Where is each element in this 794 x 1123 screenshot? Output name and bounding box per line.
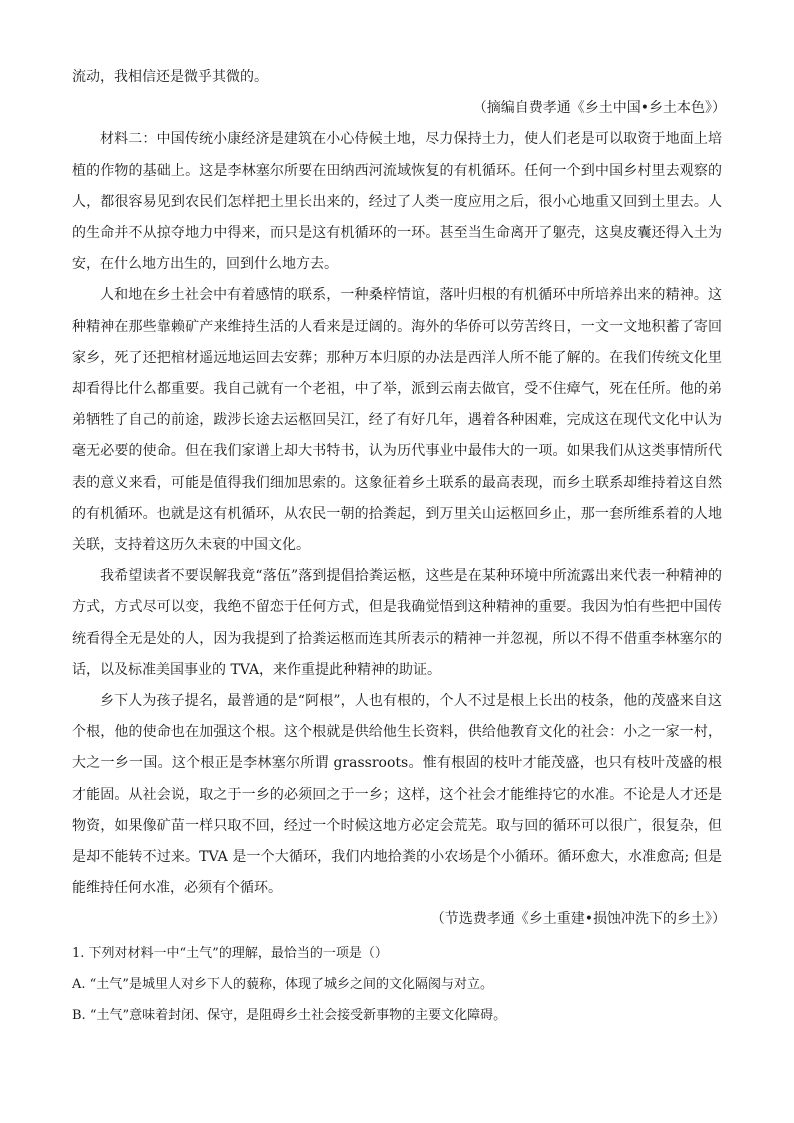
question-stem: 1. 下列对材料一中“土气”的理解，最恰当的一项是（） bbox=[72, 945, 388, 961]
paragraph-spirit: 我希望读者不要误解我竟“落伍”落到提倡拾粪运柩，这些是在某种环境中所流露出来代表一种精神的方式，方式尽可以变，我绝不留恋于任何方式，但是我确觉悟到这种精神的重要。我因为怕有些把中国传统看得全无是处的人，因为我提到了拾粪运柩而连其所表示的精神一并忽视，所以不得不借重李林塞尔的话，以及标准美国事业的 TVA，来作重提此种精神的助证。 bbox=[72, 568, 722, 678]
source-citation: （摘编自费孝通《乡土中国•乡土本色》） bbox=[472, 100, 726, 117]
source-citation: （节选费孝通《乡土重建•损蚀冲洗下的乡土》） bbox=[430, 911, 726, 928]
document-page bbox=[72, 62, 726, 1031]
paragraph-roots: 乡下人为孩子提名，最普通的是“阿根”，人也有根的，个人不过是根上长出的枝条，他的茂盛来自这个根，他的使命也在加强这个根。这个根就是供给他生长资料，供给他教育文化的社会：小之一家一村，大之一乡一国。这个根正是李林塞尔所谓 grassroots。惟有根固的枝叶才能茂盛，也只有枝叶茂盛的根才能固。从社会说，取之于一乡的必须回之于一乡；这样，这个社会才能维持它的水准。不论是人才还是物资，如果像矿苗一样只取不回，经过一个时候这地方必定会荒芜。取与回的循环可以很广，很复杂，但是却不能转不过来。TVA 是一个大循环，我们内地拾粪的小农场是个小循环。循环愈大，水准愈高; 但是能维持任何水准，必须有个循环。 bbox=[72, 693, 722, 897]
paragraph-material-2: 材料二：中国传统小康经济是建筑在小心侍候土地，尽力保持土力，使人们老是可以取资于地面上培植的作物的基础上。这是李林塞尔所要在田纳西河流域恢复的有机循环。任何一个到中国乡村里去观察的人，都很容易见到农民们怎样把土里长出来的，经过了人类一度应用之后，很小心地重又回到土里去。人的生命并不从掠夺地力中得来，而只是这有机循环的一环。甚至当生命离开了躯壳，这臭皮囊还得入土为安，在什么地方出生的，回到什么地方去。 bbox=[72, 131, 722, 273]
question-option-b: B. “土气”意味着封闭、保守，是阻碍乡土社会接受新事物的主要文化障碍。 bbox=[72, 1008, 507, 1024]
question-option-a: A. “土气”是城里人对乡下人的藐称，体现了城乡之间的文化隔阂与对立。 bbox=[72, 976, 493, 992]
paragraph-continuation: 流动，我相信还是微乎其微的。 bbox=[72, 69, 268, 85]
paragraph-people-and-land: 人和地在乡土社会中有着感情的联系，一种桑梓情谊，落叶归根的有机循环中所培养出来的精神。这种精神在那些靠赖矿产来维持生活的人看来是迂阔的。海外的华侨可以劳苦终日，一文一文地积蓄了寄回家乡，死了还把棺材遥远地运回去安葬；那种万本归原的办法是西洋人所不能了解的。在我们传统文化里却看得比什么都重要。我自己就有一个老祖，中了举，派到云南去做官，受不住瘴气，死在任所。他的弟弟牺牲了自己的前途，跋涉长途去运柩回吴江，经了有好几年，遇着各种困难，完成这在现代文化中认为毫无必要的使命。但在我们家谱上却大书特书，认为历代事业中最伟大的一项。如果我们从这类事情所代表的意义来看，可能是值得我们细加思索的。这象征着乡土联系的最高表现，而乡土联系却维持着这自然的有机循环。也就是这有机循环，从农民一朝的拾粪起，到万里关山运柩回乡止，那一套所维系着的人地关联，支持着这历久未衰的中国文化。 bbox=[72, 287, 722, 554]
